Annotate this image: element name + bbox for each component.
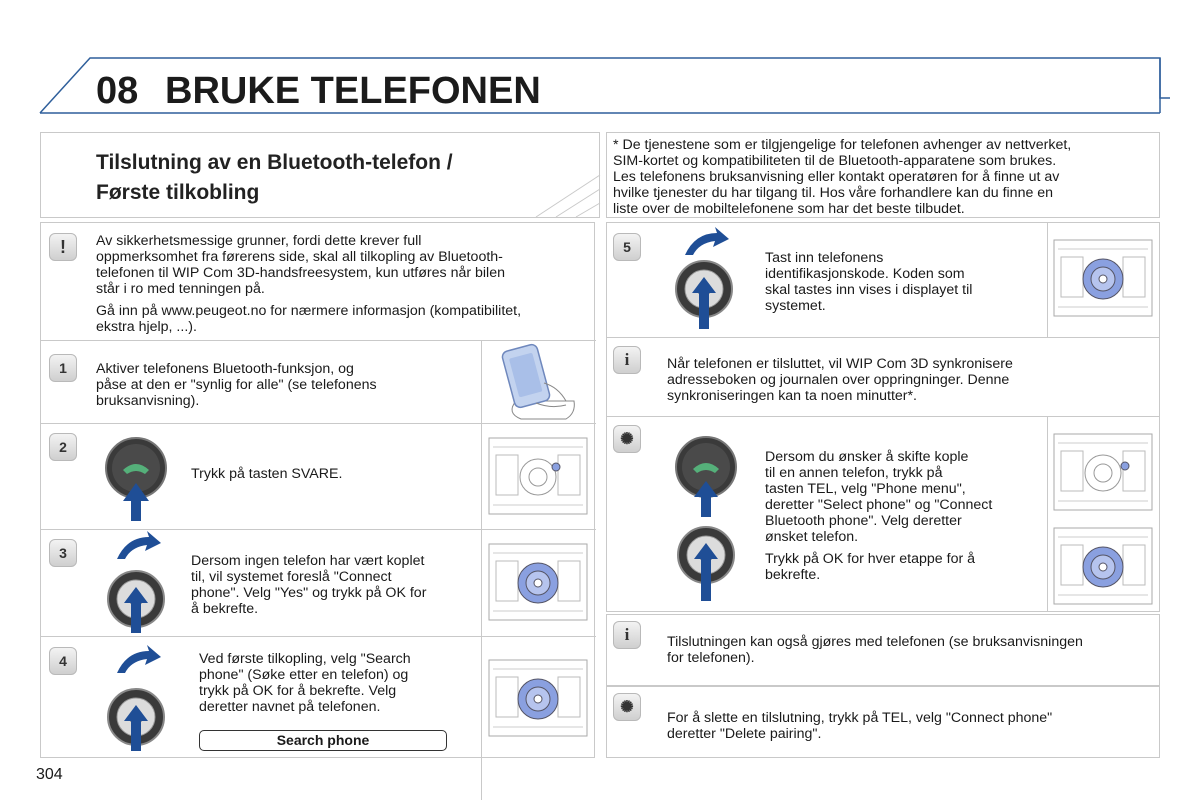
step-4-text: Ved første tilkopling, velg "Search phone" (Søke etter en telefon) og trykk på OK for å bekrefte. Velg deretter navnet på telefonen. (199, 651, 411, 715)
info-2-box (606, 614, 1160, 686)
footnote-box (606, 132, 1160, 218)
step-2-text: Trykk på tasten SVARE. (191, 466, 343, 482)
step-5-text: Tast inn telefonens identifikasjonskode. Koden som skal tastes inn vises i displayet til systemet. (765, 250, 973, 314)
info-1-box (606, 337, 1160, 417)
radio-panel-tel-icon (1053, 433, 1153, 511)
step-4-badge: 4 (49, 647, 77, 675)
step-3-text: Dersom ingen telefon har vært koplet til, vil systemet foreslå "Connect phone". Velg "Yes" og trykk på OK for å bekrefte. (191, 553, 427, 617)
step-5-badge: 5 (613, 233, 641, 261)
answer-button-icon[interactable] (101, 433, 171, 523)
step-3-badge: 3 (49, 539, 77, 567)
step-2-badge: 2 (49, 433, 77, 461)
radio-panel-ok-icon-2 (488, 659, 588, 737)
step-1-badge: 1 (49, 354, 77, 382)
tip-1-box (606, 416, 1160, 612)
page-number: 304 (36, 766, 63, 783)
search-phone-button[interactable]: Search phone (199, 730, 447, 751)
ok-knob-icon-3[interactable] (669, 223, 739, 333)
radio-panel-ok-icon (488, 543, 588, 621)
step-1-text: Aktiver telefonens Bluetooth-funksjon, og påse at den er "synlig for alle" (se telefonens bruksanvisning). (96, 361, 377, 409)
corner-hatch (531, 173, 601, 218)
warning-text: Av sikkerhetsmessige grunner, fordi dette krever full oppmerksomhet fra førerens side, skal all tilkopling av Bluetooth- telefonen til WIP Com 3D-handsfreesystem, kun utføres når bilen står i ro med tenningen på. (96, 233, 505, 297)
info-icon-2: i (613, 621, 641, 649)
radio-panel-ok-icon-4 (1053, 527, 1153, 605)
footnote-text: * De tjenestene som er tilgjengelige for telefonen avhenger av nettverket, SIM-kortet og kompatibiliteten til de Bluetooth-apparatene som brukes. Les telefonens bruksanvisning eller kontakt operatøren for å finne ut av hvilke tjenester du har tilgang til. Hos våre forhandlere kan du finne en liste over de mobiltelefonene som har det beste tilbudet. (613, 137, 1072, 217)
tip-1-confirm-text: Trykk på OK for hver etappe for å bekrefte. (765, 551, 976, 583)
warning-link-text: Gå inn på www.peugeot.no for nærmere informasjon (kompatibilitet, ekstra hjelp, ...). (96, 303, 522, 335)
section-title (96, 148, 453, 208)
left-column (40, 222, 595, 758)
info-icon: i (613, 346, 641, 374)
radio-panel-ok-icon-3 (1053, 239, 1153, 317)
ok-knob-icon-2[interactable] (101, 637, 171, 755)
tip-2-text: For å slette en tilslutning, trykk på TEL, velg "Connect phone" deretter "Delete pairing". (667, 710, 1053, 742)
radio-panel-icon (488, 437, 588, 515)
ok-knob-icon[interactable] (101, 529, 171, 637)
step-5-box (606, 222, 1160, 338)
chapter-title: BRUKE TELEFONEN (165, 70, 541, 112)
tip-icon-2: ✺ (613, 693, 641, 721)
tip-1-text: Dersom du ønsker å skifte kople til en annen telefon, trykk på tasten TEL, velg "Phone menu", deretter "Select phone" og "Connect Bluetooth phone". Velg deretter ønsket telefon. (765, 449, 993, 545)
warning-badge: ! (49, 233, 77, 261)
section-title-box (40, 132, 600, 218)
info-2-text: Tilslutningen kan også gjøres med telefonen (se bruksanvisningen for telefonen). (667, 634, 1083, 666)
tip-2-box (606, 686, 1160, 758)
chapter-number: 08 (96, 70, 139, 112)
info-1-text: Når telefonen er tilsluttet, vil WIP Com 3D synkronisere adresseboken og journalen over oppringninger. Denne synkroniseringen kan ta noen minutter*. (667, 356, 1013, 404)
tip-icon: ✺ (613, 425, 641, 453)
section-title-line1: Tilslutning av en Bluetooth-telefon / (96, 151, 453, 174)
section-title-line2: Første tilkobling (96, 181, 260, 204)
tel-and-ok-icon[interactable] (671, 435, 741, 605)
phone-in-hand-icon (496, 343, 591, 421)
